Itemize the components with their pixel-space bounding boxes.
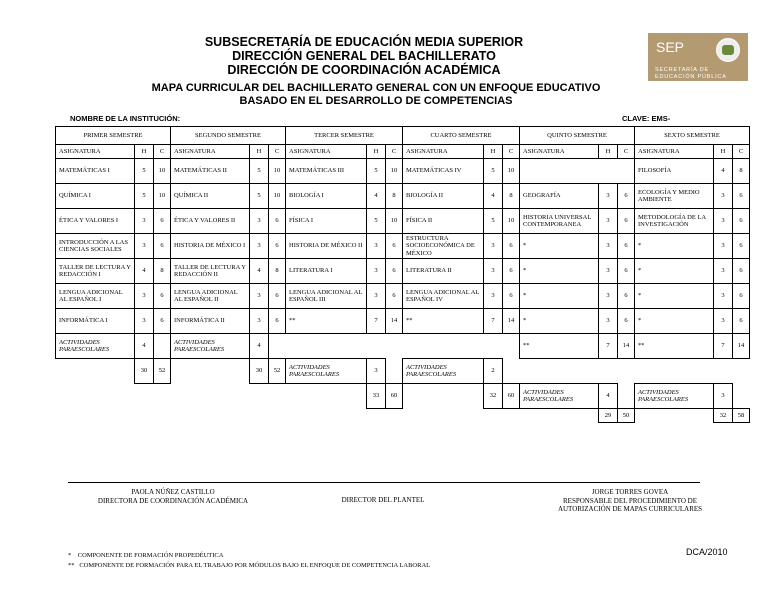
subject-credits: 6 [269,284,286,309]
subject-hours [599,159,618,184]
total-credits: 50 [618,409,635,423]
table-cell [171,384,250,409]
subject-credits: 6 [154,209,171,234]
subject-hours: 3 [714,284,733,309]
total-credits: 52 [269,359,286,384]
subject-hours: 3 [135,284,154,309]
activities-label: ACTIVIDADES PARAESCOLARES [635,384,714,409]
subject-hours: 3 [714,259,733,284]
clave-label: CLAVE: EMS- [622,114,671,123]
signature-right-role-2: AUTORIZACIÓN DE MAPAS CURRICULARES [557,505,703,513]
subject-hours: 3 [367,284,386,309]
subject-name: ** [635,334,714,359]
subject-name: ** [286,309,367,334]
table-cell [286,384,367,409]
title-line-1: MAPA CURRICULAR DEL BACHILLERATO GENERAL CON UN ENFOQUE EDUCATIVO [151,82,601,94]
table-cell [171,359,250,384]
table-cell [503,359,520,384]
subject-name: * [520,259,599,284]
sep-logo [648,33,748,81]
activities-label: ACTIVIDADES PARAESCOLARES [286,359,367,384]
table-cell [269,334,286,359]
subject-hours: 5 [135,159,154,184]
subject-credits: 6 [386,234,403,259]
subject-hours: 4 [367,184,386,209]
table-cell [56,384,135,409]
total-hours: 30 [135,359,154,384]
footnote-1: * COMPONENTE DE FORMACIÓN PROPEDÉUTICA [68,552,224,559]
total-hours: 29 [599,409,618,423]
column-header-asignatura: ASIGNATURA [520,145,599,159]
table-cell [250,384,269,409]
subject-name: BIOLOGÍA I [286,184,367,209]
subject-hours: 4 [484,184,503,209]
subject-name: ESTRUCTURA SOCIOECONÓMICA DE MÉXICO [403,234,484,259]
table-cell [386,334,403,359]
subject-name: LENGUA ADICIONAL AL ESPAÑOL II [171,284,250,309]
subject-hours: 3 [599,209,618,234]
sep-logo-sub2: EDUCACIÓN PÚBLICA [655,73,727,80]
column-header-asignatura: ASIGNATURA [635,145,714,159]
subject-credits: 6 [733,234,750,259]
subject-hours: 3 [135,209,154,234]
activities-label: ACTIVIDADES PARAESCOLARES [56,334,135,359]
table-row [56,159,750,184]
column-header-c: C [733,145,750,159]
table-cell [386,359,403,384]
subject-hours: 3 [599,309,618,334]
subject-name: LITERATURA II [403,259,484,284]
table-cell [367,409,386,423]
subject-name: MATEMÁTICAS IV [403,159,484,184]
institution-label: NOMBRE DE LA INSTITUCIÓN: [70,114,181,123]
subject-name: HISTORIA UNIVERSAL CONTEMPORANEA [520,209,599,234]
subject-hours: 5 [250,159,269,184]
column-header-asignatura: ASIGNATURA [171,145,250,159]
subject-credits: 6 [269,309,286,334]
subject-hours: 5 [484,159,503,184]
table-cell [386,409,403,423]
subject-credits: 6 [618,309,635,334]
subject-credits: 14 [618,334,635,359]
subject-credits: 6 [733,184,750,209]
subject-credits: 6 [618,184,635,209]
subject-credits: 6 [618,284,635,309]
subject-hours: 5 [367,159,386,184]
total-credits: 58 [733,409,750,423]
total-hours: 30 [250,359,269,384]
table-row [56,334,750,359]
signature-center: DIRECTOR DEL PLANTEL [341,496,425,504]
subject-name: BIOLOGÍA II [403,184,484,209]
subject-name: ÉTICA Y VALORES II [171,209,250,234]
subject-name: FÍSICA II [403,209,484,234]
subject-name: GEOGRAFÍA [520,184,599,209]
subject-name: QUÍMICA I [56,184,135,209]
column-header-c: C [269,145,286,159]
signature-right [540,488,720,514]
activities-hours: 4 [135,334,154,359]
subject-credits: 10 [386,159,403,184]
subject-credits: 6 [269,209,286,234]
sep-logo-sub1: SECRETARÍA DE [655,67,710,73]
subject-name: TALLER DE LECTURA Y REDACCIÓN I [56,259,135,284]
column-header-h: H [484,145,503,159]
sep-logo-subtitle [655,67,727,80]
subject-name: ECOLOGÍA Y MEDIO AMBIENTE [635,184,714,209]
activities-label: ACTIVIDADES PARAESCOLARES [171,334,250,359]
subject-credits: 6 [733,309,750,334]
subject-hours: 3 [484,284,503,309]
table-cell [733,384,750,409]
subject-credits: 10 [154,159,171,184]
table-cell [520,359,599,384]
subject-hours: 3 [250,209,269,234]
table-row [56,259,750,284]
table-cell [484,334,503,359]
title-block [0,82,760,107]
table-cell [503,334,520,359]
table-cell [635,409,714,423]
table-cell [56,409,135,423]
table-cell [269,384,286,409]
column-header-c: C [618,145,635,159]
table-cell [714,359,733,384]
signature-right-name: JORGE TORRES GOVEA [591,488,669,496]
subject-hours: 5 [484,209,503,234]
subject-credits: 6 [618,259,635,284]
subject-name: ** [403,309,484,334]
table-row [56,145,750,159]
subject-credits: 8 [733,159,750,184]
subject-hours: 3 [367,259,386,284]
subject-credits: 8 [269,259,286,284]
subject-credits: 10 [269,184,286,209]
subject-hours: 3 [135,309,154,334]
total-credits: 60 [386,384,403,409]
activities-hours: 2 [484,359,503,384]
table-row [56,234,750,259]
subject-hours: 3 [714,209,733,234]
subject-credits: 6 [733,284,750,309]
header-block [0,35,748,77]
subject-hours: 3 [367,234,386,259]
table-row [56,409,750,423]
table-cell [503,409,520,423]
subject-credits: 6 [733,259,750,284]
table-row [56,184,750,209]
subject-name: QUÍMICA II [171,184,250,209]
table-cell [154,334,171,359]
table-cell [599,359,618,384]
subject-credits [618,159,635,184]
subject-credits: 6 [386,259,403,284]
national-seal-icon [716,38,740,62]
subject-credits: 10 [386,209,403,234]
subject-hours: 3 [250,284,269,309]
table-cell [733,359,750,384]
footnotes [68,551,430,570]
footnote-2: ** COMPONENTE DE FORMACIÓN PARA EL TRABAJO POR MÓDULOS BAJO EL ENFOQUE DE COMPETENCIA LABORAL [68,561,431,569]
semester-header: SEXTO SEMESTRE [635,127,750,145]
table-row [56,127,750,145]
subject-credits: 8 [154,259,171,284]
table-cell [484,409,503,423]
subject-credits: 6 [154,234,171,259]
column-header-asignatura: ASIGNATURA [286,145,367,159]
subject-hours: 4 [135,259,154,284]
table-cell [56,359,135,384]
subject-hours: 3 [250,234,269,259]
signature-line [68,482,700,483]
activities-label: ACTIVIDADES PARAESCOLARES [403,359,484,384]
subject-hours: 7 [484,309,503,334]
subject-name: FILOSOFÍA [635,159,714,184]
subject-name: INTRODUCCIÓN A LAS CIENCIAS SOCIALES [56,234,135,259]
subject-hours: 3 [135,234,154,259]
subject-credits: 6 [503,259,520,284]
subject-hours: 3 [599,234,618,259]
table-cell [286,334,367,359]
table-row [56,359,750,384]
signature-left [68,488,278,505]
subject-name: LENGUA ADICIONAL AL ESPAÑOL I [56,284,135,309]
subject-hours: 3 [250,309,269,334]
semester-header: TERCER SEMESTRE [286,127,403,145]
subject-name: ÉTICA Y VALORES I [56,209,135,234]
total-hours: 32 [484,384,503,409]
table-cell [403,409,484,423]
column-header-h: H [135,145,154,159]
activities-hours: 3 [714,384,733,409]
total-hours: 33 [367,384,386,409]
column-header-asignatura: ASIGNATURA [403,145,484,159]
column-header-h: H [599,145,618,159]
subject-hours: 3 [599,284,618,309]
subject-name: MATEMÁTICAS II [171,159,250,184]
total-hours: 32 [714,409,733,423]
table-cell [154,384,171,409]
subject-hours: 5 [367,209,386,234]
subject-hours: 7 [599,334,618,359]
table-cell [250,409,269,423]
table-cell [635,359,714,384]
subject-credits: 14 [503,309,520,334]
subject-hours: 3 [714,184,733,209]
table-row [56,384,750,409]
subject-name: TALLER DE LECTURA Y REDACCIÓN II [171,259,250,284]
table-row [56,209,750,234]
signature-left-name: PAOLA NÚÑEZ CASTILLO [131,488,215,496]
column-header-c: C [386,145,403,159]
subject-hours: 5 [250,184,269,209]
subject-hours: 7 [367,309,386,334]
subject-name: * [520,234,599,259]
header-line-2: DIRECCIÓN GENERAL DEL BACHILLERATO [232,49,496,63]
total-credits: 60 [503,384,520,409]
subject-hours: 3 [484,259,503,284]
semester-header: QUINTO SEMESTRE [520,127,635,145]
table-cell [154,409,171,423]
semester-header: PRIMER SEMESTRE [56,127,171,145]
activities-label: ACTIVIDADES PARAESCOLARES [520,384,599,409]
subject-credits: 6 [618,234,635,259]
table-cell [135,409,154,423]
subject-credits: 6 [154,284,171,309]
subject-name: LITERATURA I [286,259,367,284]
column-header-c: C [154,145,171,159]
subject-name: * [520,284,599,309]
subject-credits: 14 [733,334,750,359]
subject-credits: 14 [386,309,403,334]
title-line-2: BASADO EN EL DESARROLLO DE COMPETENCIAS [239,94,513,107]
subject-credits: 6 [618,209,635,234]
table-cell [520,409,599,423]
table-cell [403,334,484,359]
header-line-1: SUBSECRETARÍA DE EDUCACIÓN MEDIA SUPERIOR [204,35,524,49]
table-row [56,284,750,309]
subject-credits: 10 [503,159,520,184]
activities-hours: 4 [599,384,618,409]
subject-name [520,159,599,184]
subject-credits: 10 [154,184,171,209]
subject-name: * [635,284,714,309]
sep-logo-text: SEP [656,39,685,55]
subject-name: MATEMÁTICAS I [56,159,135,184]
subject-credits: 6 [733,209,750,234]
subject-name: LENGUA ADICIONAL AL ESPAÑOL III [286,284,367,309]
subject-name: ** [520,334,599,359]
subject-credits: 6 [503,284,520,309]
column-header-h: H [714,145,733,159]
subject-hours: 3 [714,234,733,259]
table-cell [618,359,635,384]
subject-credits: 6 [503,234,520,259]
table-cell [618,384,635,409]
table-cell [286,409,367,423]
table-cell [171,409,250,423]
subject-credits: 6 [269,234,286,259]
subject-name: INFORMÁTICA I [56,309,135,334]
curriculum-table [55,126,750,423]
subject-credits: 8 [386,184,403,209]
activities-hours: 3 [367,359,386,384]
subject-name: * [520,309,599,334]
subject-hours: 3 [484,234,503,259]
subject-credits: 6 [154,309,171,334]
subject-hours: 3 [714,309,733,334]
column-header-h: H [250,145,269,159]
signature-left-role: DIRECTORA DE COORDINACIÓN ACADÉMICA [97,496,249,505]
table-row [56,309,750,334]
subject-name: FÍSICA I [286,209,367,234]
subject-name: LENGUA ADICIONAL AL ESPAÑOL IV [403,284,484,309]
total-credits: 52 [154,359,171,384]
table-cell [403,384,484,409]
subject-credits: 10 [503,209,520,234]
semester-header: SEGUNDO SEMESTRE [171,127,286,145]
subject-name: INFORMÁTICA II [171,309,250,334]
subject-name: METODOLOGÍA DE LA INVESTIGACIÓN [635,209,714,234]
table-cell [367,334,386,359]
header-line-3: DIRECCIÓN DE COORDINACIÓN ACADÉMICA [227,63,501,77]
semester-header: CUARTO SEMESTRE [403,127,520,145]
subject-hours: 4 [250,259,269,284]
subject-credits: 6 [386,284,403,309]
activities-hours: 4 [250,334,269,359]
signature-right-role-1: RESPONSABLE DEL PROCEDIMIENTO DE [563,496,697,505]
column-header-asignatura: ASIGNATURA [56,145,135,159]
column-header-c: C [503,145,520,159]
subject-hours: 4 [714,159,733,184]
subject-name: * [635,309,714,334]
subject-credits: 10 [269,159,286,184]
table-cell [135,384,154,409]
subject-hours: 3 [599,184,618,209]
subject-name: MATEMÁTICAS III [286,159,367,184]
subject-name: HISTORIA DE MÉXICO I [171,234,250,259]
subject-name: * [635,234,714,259]
subject-credits: 8 [503,184,520,209]
subject-name: * [635,259,714,284]
table-cell [269,409,286,423]
subject-hours: 5 [135,184,154,209]
subject-hours: 3 [599,259,618,284]
column-header-h: H [367,145,386,159]
document-code: DCA/2010 [686,547,728,557]
subject-hours: 7 [714,334,733,359]
subject-name: HISTORIA DE MÉXICO II [286,234,367,259]
